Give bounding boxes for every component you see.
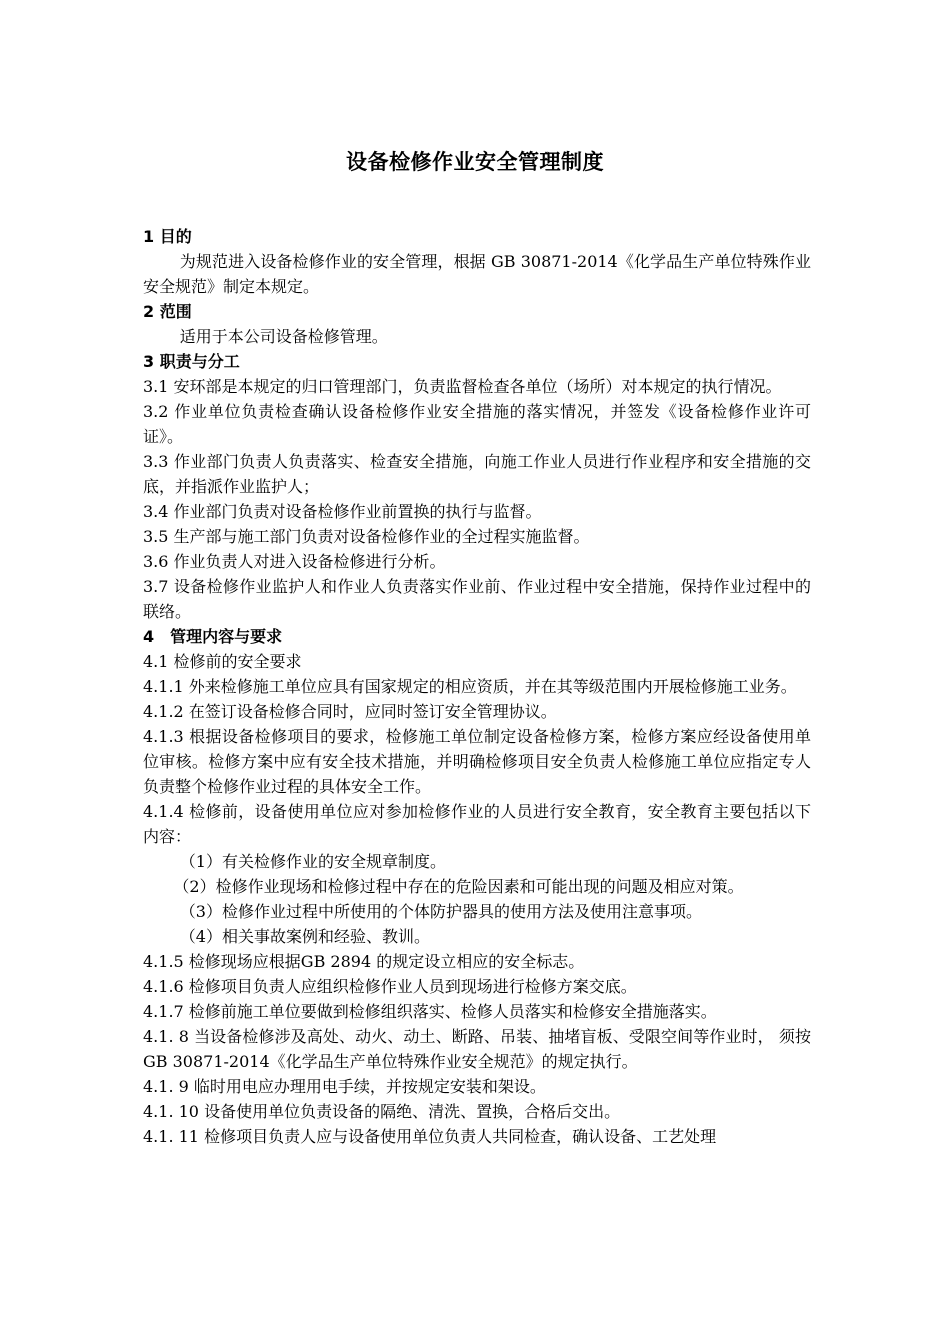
paragraph: 3.7 设备检修作业监护人和作业人负责落实作业前、作业过程中安全措施，保持作业过程中的联络。 [143,577,811,621]
section-heading: 2 范围 [143,302,192,321]
paragraph: 4.1. 9 临时用电应办理用电手续，并按规定安装和架设。 [143,1077,546,1096]
section-heading: 3 职责与分工 [143,352,240,371]
paragraph: 4.1. 10 设备使用单位负责设备的隔绝、清洗、置换，合格后交出。 [143,1102,621,1121]
paragraph: 4.1.5 检修现场应根据GB 2894 的规定设立相应的安全标志。 [143,952,585,971]
paragraph: 4.1.6 检修项目负责人应组织检修作业人员到现场进行检修方案交底。 [143,977,637,996]
document-title: 设备检修作业安全管理制度 [346,150,604,174]
list-item: （1）有关检修作业的安全规章制度。 [179,852,446,871]
paragraph: 4.1.2 在签订设备检修合同时，应同时签订安全管理协议。 [143,702,557,721]
paragraph: 为规范进入设备检修作业的安全管理，根据 GB 30871-2014《化学品生产单位特殊作业安全规范》制定本规定。 [143,252,811,296]
paragraph: 3.4 作业部门负责对设备检修作业前置换的执行与监督。 [143,502,542,521]
paragraph: 3.2 作业单位负责检查确认设备检修作业安全措施的落实情况，并签发《设备检修作业许可证》。 [143,402,811,446]
paragraph: 4.1. 8 当设备检修涉及高处、动火、动土、断路、吊装、抽堵盲板、受限空间等作业时， 须按 GB 30871-2014《化学品生产单位特殊作业安全规范》的规定执行。 [143,1027,811,1071]
paragraph: 3.1 安环部是本规定的归口管理部门，负责监督检查各单位（场所）对本规定的执行情况。 [143,377,782,396]
paragraph: 3.3 作业部门负责人负责落实、检查安全措施，向施工作业人员进行作业程序和安全措施的交底，并指派作业监护人； [143,452,811,496]
list-item: （2）检修作业现场和检修过程中存在的危险因素和可能出现的问题及相应对策。 [173,877,744,896]
paragraph: 4.1.1 外来检修施工单位应具有国家规定的相应资质，并在其等级范围内开展检修施工业务。 [143,677,797,696]
paragraph: 4.1.3 根据设备检修项目的要求，检修施工单位制定设备检修方案，检修方案应经设备使用单位审核。检修方案中应有安全技术措施，并明确检修项目安全负责人检修施工单位应指定专人负责整个检修作业过程的具体安全工作。 [143,727,811,796]
list-item: （3）检修作业过程中所使用的个体防护器具的使用方法及使用注意事项。 [179,902,702,921]
list-item: （4）相关事故案例和经验、教训。 [179,927,430,946]
section-heading: 1 目的 [143,227,192,246]
paragraph: 4.1.7 检修前施工单位要做到检修组织落实、检修人员落实和检修安全措施落实。 [143,1002,717,1021]
paragraph: 3.5 生产部与施工部门负责对设备检修作业的全过程实施监督。 [143,527,590,546]
paragraph: 4.1. 11 检修项目负责人应与设备使用单位负责人共同检查，确认设备、工艺处理 [143,1127,717,1146]
paragraph: 适用于本公司设备检修管理。 [179,327,388,346]
paragraph: 3.6 作业负责人对进入设备检修进行分析。 [143,552,446,571]
section-heading: 4 管理内容与要求 [143,627,283,646]
paragraph: 4.1.4 检修前，设备使用单位应对参加检修作业的人员进行安全教育，安全教育主要包括以下内容： [143,802,811,846]
document-body [143,224,811,1149]
paragraph: 4.1 检修前的安全要求 [143,652,302,671]
